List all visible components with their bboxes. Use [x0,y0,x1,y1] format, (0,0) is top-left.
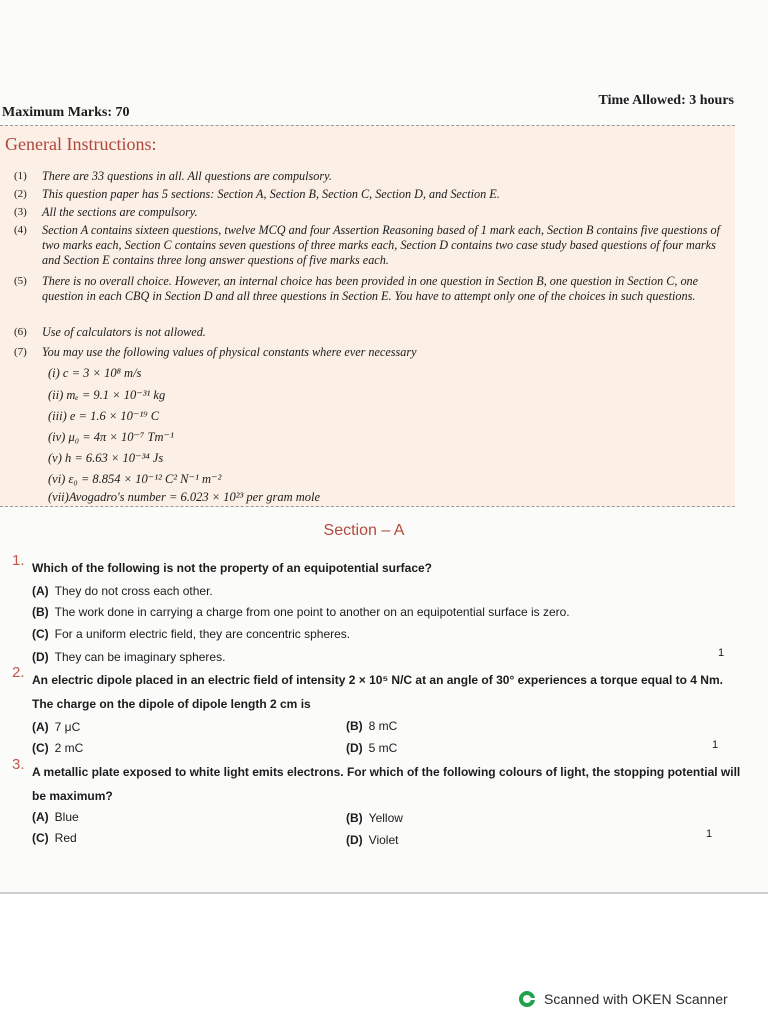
constant-epsilon0: (vi) ε₀ = 8.854 × 10⁻¹² C² N⁻¹ m⁻² [48,472,222,486]
option-c: (C) For a uniform electric field, they are concentric spheres. [32,627,351,641]
option-c: (C) Red [32,831,77,845]
question-number: 2. [12,664,25,681]
constant-planck: (v) h = 6.63 × 10⁻³⁴ Js [48,451,164,465]
oken-scanner-logo-icon [518,990,536,1008]
option-a: (A) 7 μC [32,720,81,734]
option-b: (B) The work done in carrying a charge from one point to another on an equipotential surface is zero. [32,605,570,619]
option-c: (C) 2 mC [32,741,84,755]
question-text: Which of the following is not the property of an equipotential surface? [32,561,433,575]
constant-c: (i) c = 3 × 10⁸ m/s [48,366,142,380]
question-marks: 1 [706,828,713,840]
maximum-marks: Maximum Marks: 70 [2,105,130,120]
general-instructions-title: General Instructions: [5,134,157,154]
option-d: (D) Violet [346,833,399,847]
time-allowed: Time Allowed: 3 hours [598,93,734,108]
option-d: (D) They can be imaginary spheres. [32,650,226,664]
question-number: 1. [12,552,25,569]
option-b: (B) 8 mC [346,719,398,733]
constant-avogadro: (vii)Avogadro's number = 6.023 × 10²³ per gram mole [48,490,321,504]
question-marks: 1 [712,739,719,751]
section-a-title: Section – A [323,522,405,539]
option-a: (A) They do not cross each other. [32,584,213,598]
general-instructions-box: General Instructions: (1) There are 33 questions in all. All questions are compulsory. (2) This question paper has 5 sections: Section A, Section B, Section C, Section D, and Section E. (3) All the sections are compulsory. (4) Section A contains sixteen questions, twelve MCQ and four Assertion Reasoning based of 1 mark each, Section B contains five questions of two marks each, Section C contains seven questions of three marks each, Section D contains two case study based questions of four marks and Section E contains three long answer questions of five marks each. (5) There is no overall choice. However, an internal choice has been provided in one question in Section B, one question in Section C, one question in each CBQ in Section D and all three questions in Section E. You have to attempt only one of the choices in such questions. (6) Use of calculators is not allowed. (7) You may use the following values of physical constants where ever necessary (i) c = 3 × 10⁸ m/s (ii) mₑ = 9.1 × 10⁻³¹ kg (iii) e = 1.6 × 10⁻¹⁹ C (iv) μ₀ = 4π × 10⁻⁷ Tm⁻¹ (v) h = 6.63 × 10⁻³⁴ Js (vi) ε₀ = 8.854 × 10⁻¹² C² N⁻¹ m⁻² (vii)Avogadro's number = 6.023 × 10²³ per gram mole [0,125,735,507]
question-number: 3. [12,756,25,773]
constant-electron-charge: (iii) e = 1.6 × 10⁻¹⁹ C [48,409,160,423]
option-d: (D) 5 mC [346,741,398,755]
constant-electron-mass: (ii) mₑ = 9.1 × 10⁻³¹ kg [48,388,166,402]
question-marks: 1 [718,647,725,659]
option-a: (A) Blue [32,810,79,824]
constant-mu0: (iv) μ₀ = 4π × 10⁻⁷ Tm⁻¹ [48,430,174,444]
question-text: A metallic plate exposed to white light emits electrons. For which of the following colours of light, the stopping potential will be maximum? [32,765,741,803]
question-text: An electric dipole placed in an electric field of intensity 2 × 10⁵ N/C at an angle of 30° experiences a torque equal to 4 Nm. The charge on the dipole of dipole length 2 cm is [32,673,723,711]
option-b: (B) Yellow [346,811,403,825]
scanner-text: Scanned with OKEN Scanner [544,991,728,1007]
